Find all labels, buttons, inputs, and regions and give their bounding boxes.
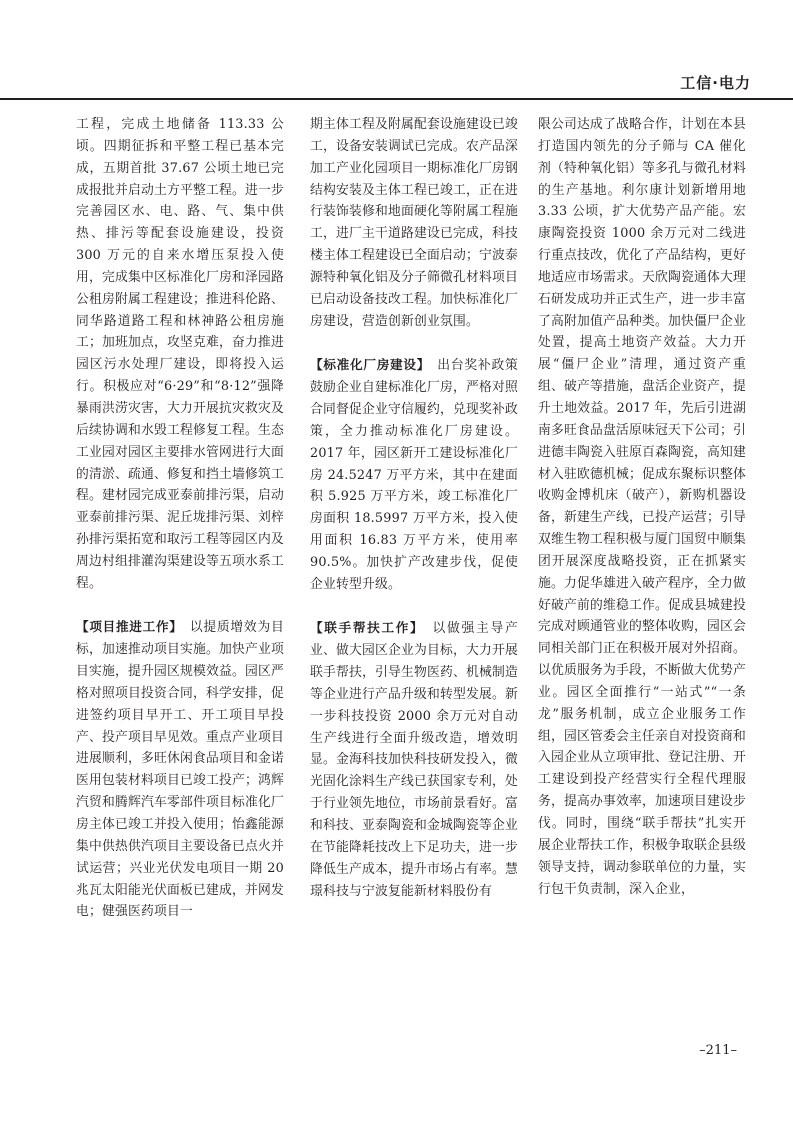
paragraph: 期主体工程及附属配套设施建设已竣工，设备安装调试已完成。农产品深加工产业化园项目一期标准化厂房钢结构安装及主体工程已竣工，正在进行装饰装修和地面硬化等附属工程施工，进厂主干道路建设已完成，科技楼主体工程建设已全面启动；宁波泰源特种氧化铝及分子筛微孔材料项目已启动设备技改工程。加快标准化厂房建设，营造创新创业氛围。 xyxy=(310,117,518,329)
section-title-standard-factory: 【标准化厂房建设】 xyxy=(310,357,424,373)
section-title-project-progress: 【项目推进工作】 xyxy=(76,619,177,635)
paragraph-text: 出台奖补政策鼓励企业自建标准化厂房，严格对照合同督促企业守信履约，兑现奖补政策，全力推动标准化厂房建设。2017 年，园区新开工建设标准化厂房 24.5247 万平方米，其中在建面积 5.925 万平方米，竣工标准化厂房面积 18.5997 万平方米，投入使用面积 16.83 万平方米，使用率 90.5%。加快扩产改建步伐，促使企业转型升级。 xyxy=(310,358,519,592)
text-column-2 xyxy=(310,114,518,902)
page-number: –211– xyxy=(699,1043,737,1058)
paragraph: 工程，完成土地储备 113.33 公顷。四期征拆和平整工程已基本完成，五期首批 37.67 公顷土地已完成报批并启动土方平整工程。进一步完善园区水、电、路、气、集中供热、排污等配套设施建设，投资 300 万元的自来水增压泵投入使用，完成集中区标准化厂房和泽园路公租房附属工程建设；推进科伦路、同华路道路工程和林神路公租房施工；加班加点，攻坚克难，奋力推进园区污水处理厂建设，即将投入运行。积极应对“6·29”和“8·12”强降暴雨洪涝灾害，大力开展抗灾救灾及后续协调和水毁工程修复工程。生态工业园对园区主要排水管网进行大面的清淤、疏通、修复和挡土墙修筑工程。建材园完成亚泰前排污渠，启动亚泰前排污渠、泥丘垅排污渠、刘梓孙排污渠拓宽和取污工程等园区内及周边村组排灌沟渠建设等五项水系工程。 xyxy=(76,117,284,591)
paragraph-joint-assistance xyxy=(310,617,518,902)
paragraph-standard-factory xyxy=(310,354,518,595)
paragraph-project-progress xyxy=(76,616,284,923)
text-column-1 xyxy=(76,114,284,923)
section-title-joint-assistance: 【联手帮扶工作】 xyxy=(310,620,419,636)
text-column-3 xyxy=(538,114,746,900)
header-rule xyxy=(0,98,793,100)
paragraph-text: 以提质增效为目标，加速推动项目实施。加快产业项目实施，提升园区规模效益。园区严格对照项目投资合同，科学安排，促进签约项目早开工、开工项目早投产、投产项目早见效。重点产业项目进展顺利，多旺休闲食品项目和金诺医用包装材料项目已竣工投产；鸿辉汽贸和腾辉汽车零部件项目标准化厂房主体已竣工并投入使用；怡鑫能源集中供热供汽项目主要设备已点火并试运营；兴业光伏发电项目一期 20 兆瓦太阳能光伏面板已建成，并网发电；健强医药项目一 xyxy=(76,620,284,920)
paragraph-text: 以做强主导产业、做大园区企业为目标，大力开展联手帮扶，引导生物医药、机械制造等企业进行产品升级和转型发展。新一步科技投资 2000 余万元对自动生产线进行全面升级改造，增效明显。金海科技加快科技研发投入，微光固化涂料生产线已获国家专利，处于行业领先地位，市场前景看好。富和科技、亚泰陶瓷和金城陶瓷等企业在节能降耗技改上下足功夫，进一步降低生产成本，提升市场占有率。慧璟科技与宁波复能新材料股份有 xyxy=(310,621,518,899)
paragraph: 限公司达成了战略合作，计划在本县打造国内领先的分子筛与 CA 催化剂（特种氧化铝）等多孔与微孔材料的生产基地。利尔康计划新增用地 3.33 公顷，扩大优势产品产能。宏康陶瓷投资 1000 余万元对二线进行重点技改，优化了产品结构，更好地适应市场需求。天欣陶瓷通体大理石研发成功并正式生产，进一步丰富了高附加值产品种类。加快僵尸企业处置，提高土地资产效益。大力开展“僵尸企业”清理，通过资产重组、破产等措施，盘活企业资产，提升土地效益。2017 年，先后引进湖南多旺食品盘活原味冠天下公司；引进德丰陶瓷入驻原百森陶瓷，高知建材入驻欧德机械；促成东聚标识整体收购金博机床（破产），新购机器设备，新建生产线，已投产运营；引导双维生物工程积极与厦门国贸中顺集团开展深度战略投资，正在抓紧实施。力促华雄进入破产程序，全力做好破产前的维稳工作。促成县城建投完成对顾通管业的整体收购，园区会同相关部门正在积极开展对外招商。以优质服务为手段，不断做大优势产业。园区全面推行“一站式”“一条龙”服务机制，成立企业服务工作组，园区管委会主任亲自对投资商和入园企业从立项审批、登记注册、开工建设到投产经营实行全程代理服务，提高办事效率，加速项目建设步伐。同时，围绕“联手帮扶”扎实开展企业帮扶工作，积极争取联企县级领导支持，调动参联单位的力量，实行包干负责制，深入企业， xyxy=(538,117,746,897)
running-header-title: 工信·电力 xyxy=(680,74,751,92)
